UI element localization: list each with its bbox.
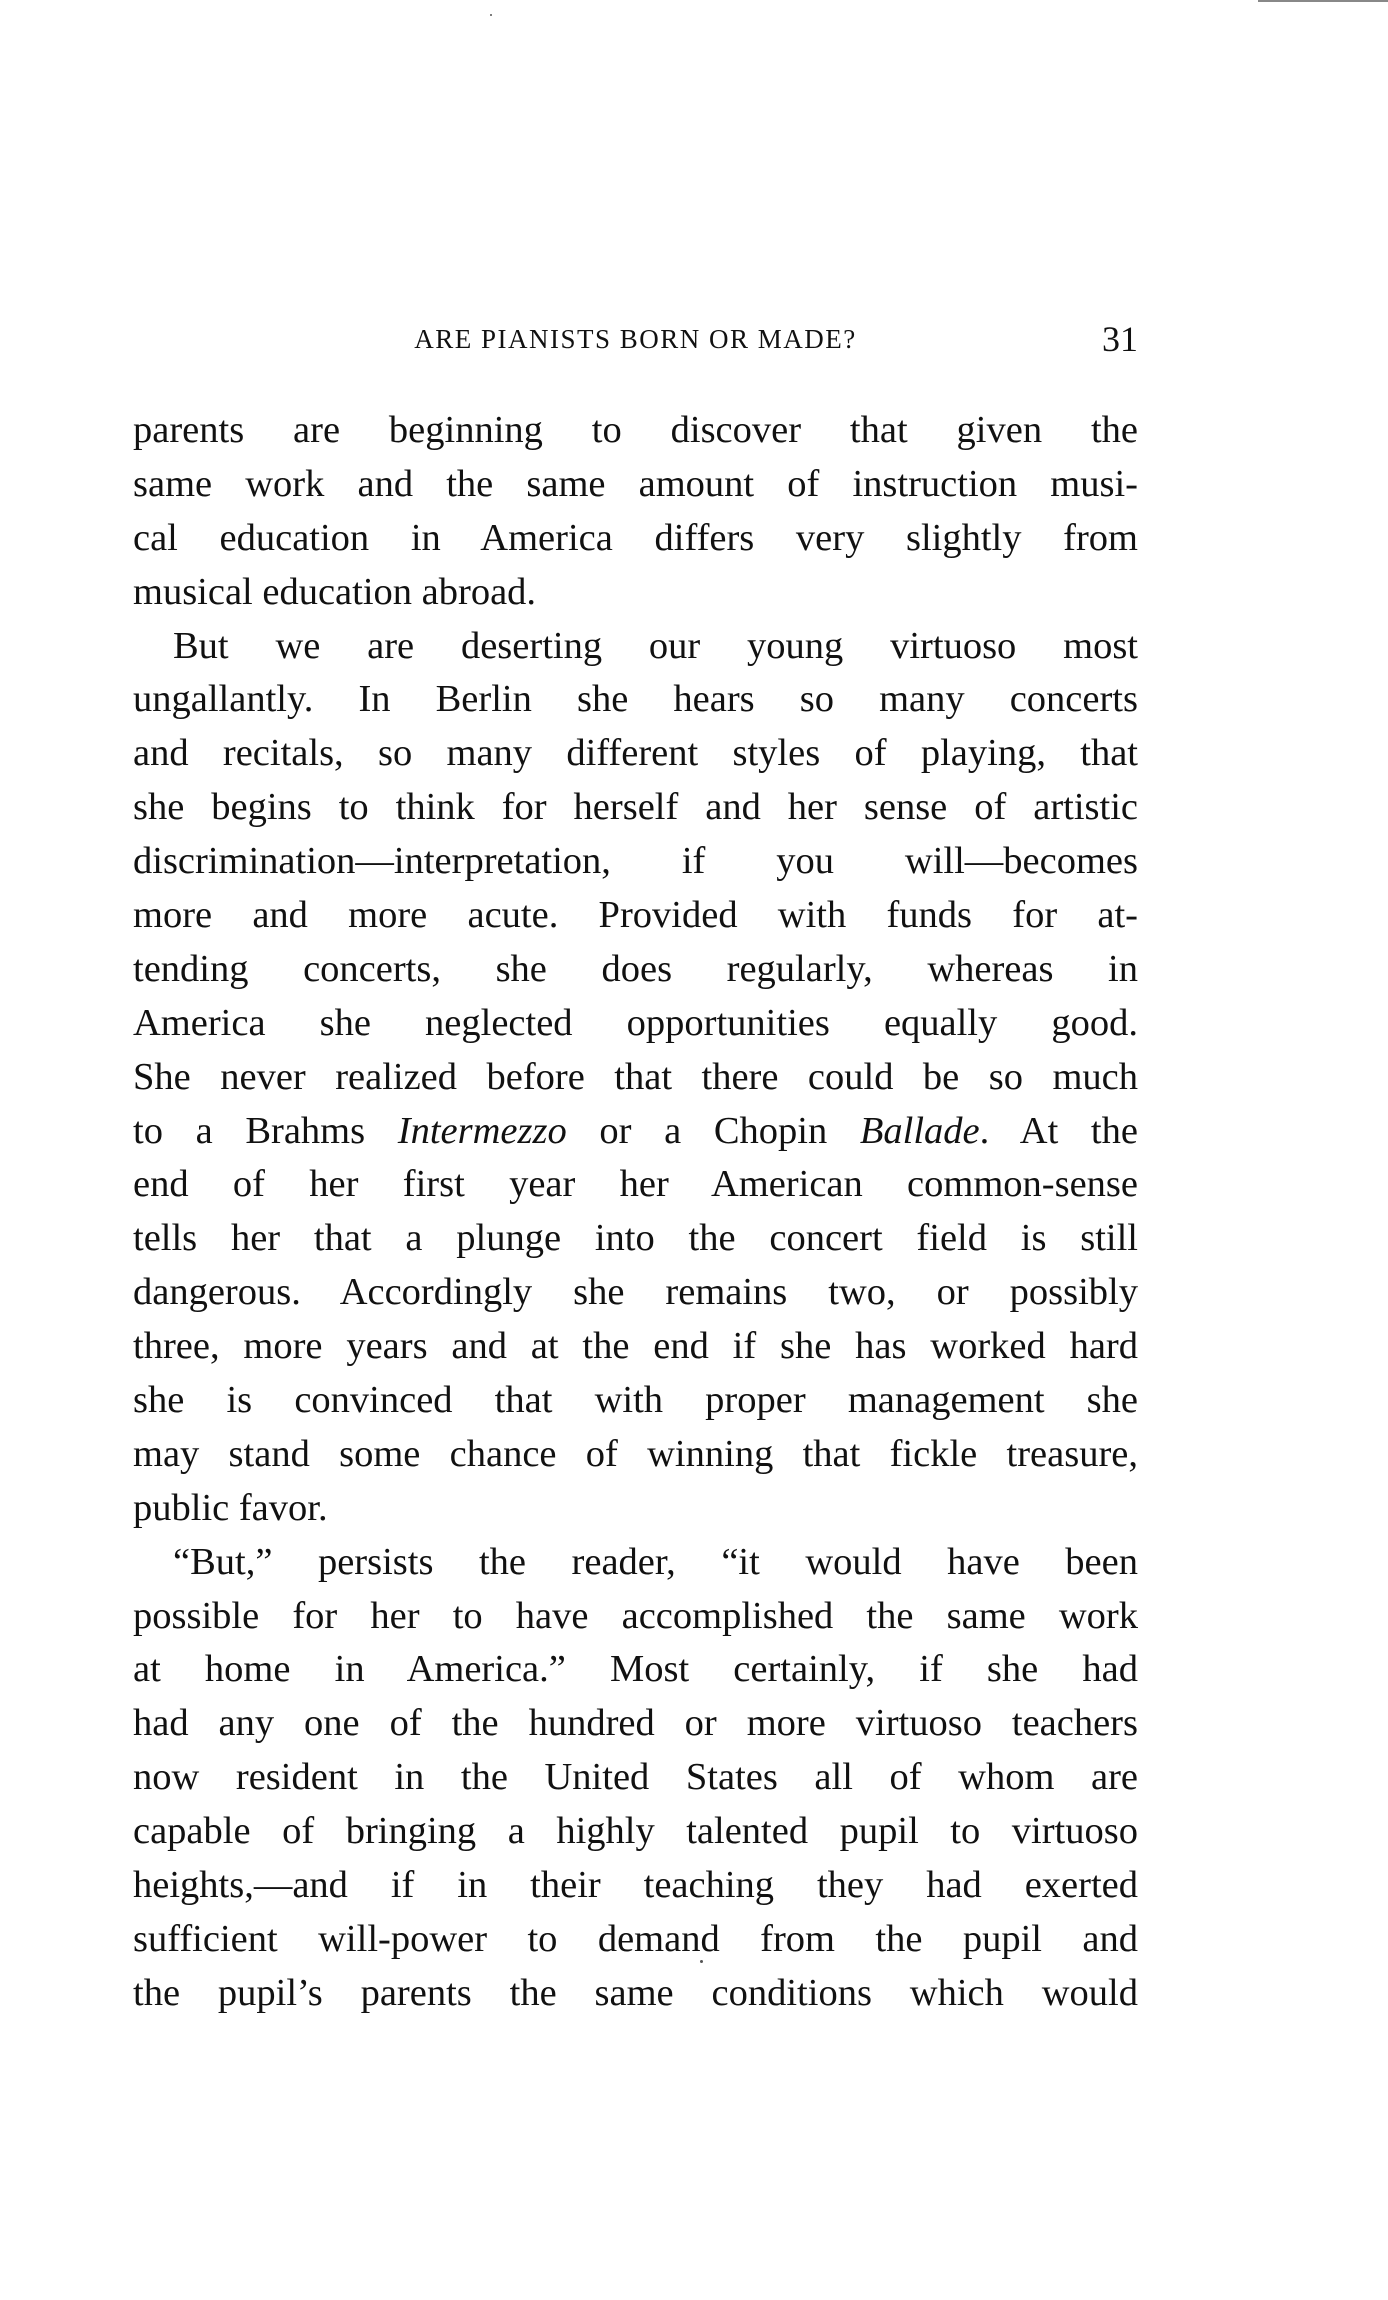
text-line bbox=[133, 727, 1138, 781]
text-segment: she begins to think for herself and her sense of artistic bbox=[133, 786, 1138, 829]
text-line bbox=[133, 1266, 1138, 1320]
text-segment: more and more acute. Provided with funds for at- bbox=[133, 894, 1138, 937]
text-line bbox=[133, 620, 1138, 674]
text-segment: ungallantly. In Berlin she hears so many concerts bbox=[133, 678, 1138, 721]
text-segment: musical education abroad. bbox=[133, 570, 537, 613]
text-segment: discrimination—interpretation, if you will—becomes bbox=[133, 840, 1138, 883]
text-line bbox=[133, 673, 1138, 727]
text-segment: tending concerts, she does regularly, whereas in bbox=[133, 947, 1138, 990]
text-line bbox=[133, 1590, 1138, 1644]
text-segment: . At the bbox=[979, 1109, 1138, 1152]
text-segment: cal education in America differs very slightly from bbox=[133, 516, 1138, 559]
text-line bbox=[133, 1051, 1138, 1105]
running-title: ARE PIANISTS BORN OR MADE? bbox=[414, 324, 857, 354]
text-line bbox=[133, 1913, 1138, 1967]
text-segment: the pupil’s parents the same conditions which would bbox=[133, 1971, 1138, 2014]
text-segment: tells her that a plunge into the concert field is still bbox=[133, 1217, 1138, 1260]
text-line bbox=[133, 1212, 1138, 1266]
page-number: 31 bbox=[1102, 319, 1138, 359]
text-line bbox=[133, 1751, 1138, 1805]
text-line bbox=[133, 404, 1138, 458]
text-segment: parents are beginning to discover that given the bbox=[133, 409, 1138, 451]
text-segment: dangerous. Accordingly she remains two, or possibly bbox=[133, 1271, 1138, 1314]
text-segment: sufficient will-power to demand from the pupil and bbox=[133, 1917, 1138, 1960]
text-line bbox=[133, 1428, 1138, 1482]
text-line bbox=[133, 1105, 1138, 1159]
text-line bbox=[133, 566, 1138, 620]
text-segment: heights,—and if in their teaching they had exerted bbox=[133, 1864, 1138, 1907]
text-line bbox=[133, 1482, 1138, 1536]
text-segment: “But,” persists the reader, “it would have been bbox=[173, 1540, 1138, 1583]
text-segment: now resident in the United States all of whom are bbox=[133, 1756, 1138, 1799]
text-line bbox=[133, 1536, 1138, 1590]
text-line bbox=[133, 1374, 1138, 1428]
text-line bbox=[133, 1859, 1138, 1913]
text-line bbox=[133, 1158, 1138, 1212]
text-line bbox=[133, 1805, 1138, 1859]
text-segment: may stand some chance of winning that fickle treasure, bbox=[133, 1432, 1138, 1475]
text-line bbox=[133, 889, 1138, 943]
text-line bbox=[133, 1967, 1138, 2021]
italic-title: Ballade bbox=[859, 1109, 980, 1152]
text-segment: three, more years and at the end if she has worked hard bbox=[133, 1325, 1138, 1368]
italic-title: Intermezzo bbox=[397, 1109, 567, 1152]
scan-speck bbox=[700, 1960, 703, 1963]
scan-edge-mark bbox=[1258, 0, 1388, 2]
text-segment: end of her first year her American common-sense bbox=[133, 1163, 1138, 1206]
text-segment: capable of bringing a highly talented pupil to virtuoso bbox=[133, 1810, 1138, 1853]
text-segment: same work and the same amount of instruction musi- bbox=[133, 462, 1138, 505]
text-line bbox=[133, 1643, 1138, 1697]
text-segment: But we are deserting our young virtuoso most bbox=[173, 624, 1138, 667]
text-segment: and recitals, so many different styles of playing, that bbox=[133, 732, 1138, 775]
text-line bbox=[133, 943, 1138, 997]
text-segment: had any one of the hundred or more virtuoso teachers bbox=[133, 1702, 1138, 1745]
text-segment: public favor. bbox=[133, 1486, 328, 1529]
text-line bbox=[133, 781, 1138, 835]
text-line bbox=[133, 458, 1138, 512]
body-text bbox=[133, 404, 1138, 2021]
scan-speck bbox=[490, 14, 492, 16]
text-line bbox=[133, 512, 1138, 566]
text-segment: or a Chopin bbox=[566, 1109, 860, 1152]
page-header bbox=[133, 318, 1138, 362]
text-segment: America she neglected opportunities equally good. bbox=[133, 1001, 1138, 1044]
text-segment: at home in America.” Most certainly, if she had bbox=[133, 1648, 1138, 1691]
text-segment: possible for her to have accomplished the same work bbox=[133, 1594, 1138, 1637]
text-line bbox=[133, 1697, 1138, 1751]
text-line bbox=[133, 835, 1138, 889]
text-segment: to a Brahms bbox=[133, 1109, 398, 1152]
text-segment: She never realized before that there could be so much bbox=[133, 1055, 1138, 1098]
text-line bbox=[133, 997, 1138, 1051]
text-segment: she is convinced that with proper management she bbox=[133, 1379, 1138, 1422]
text-line bbox=[133, 1320, 1138, 1374]
